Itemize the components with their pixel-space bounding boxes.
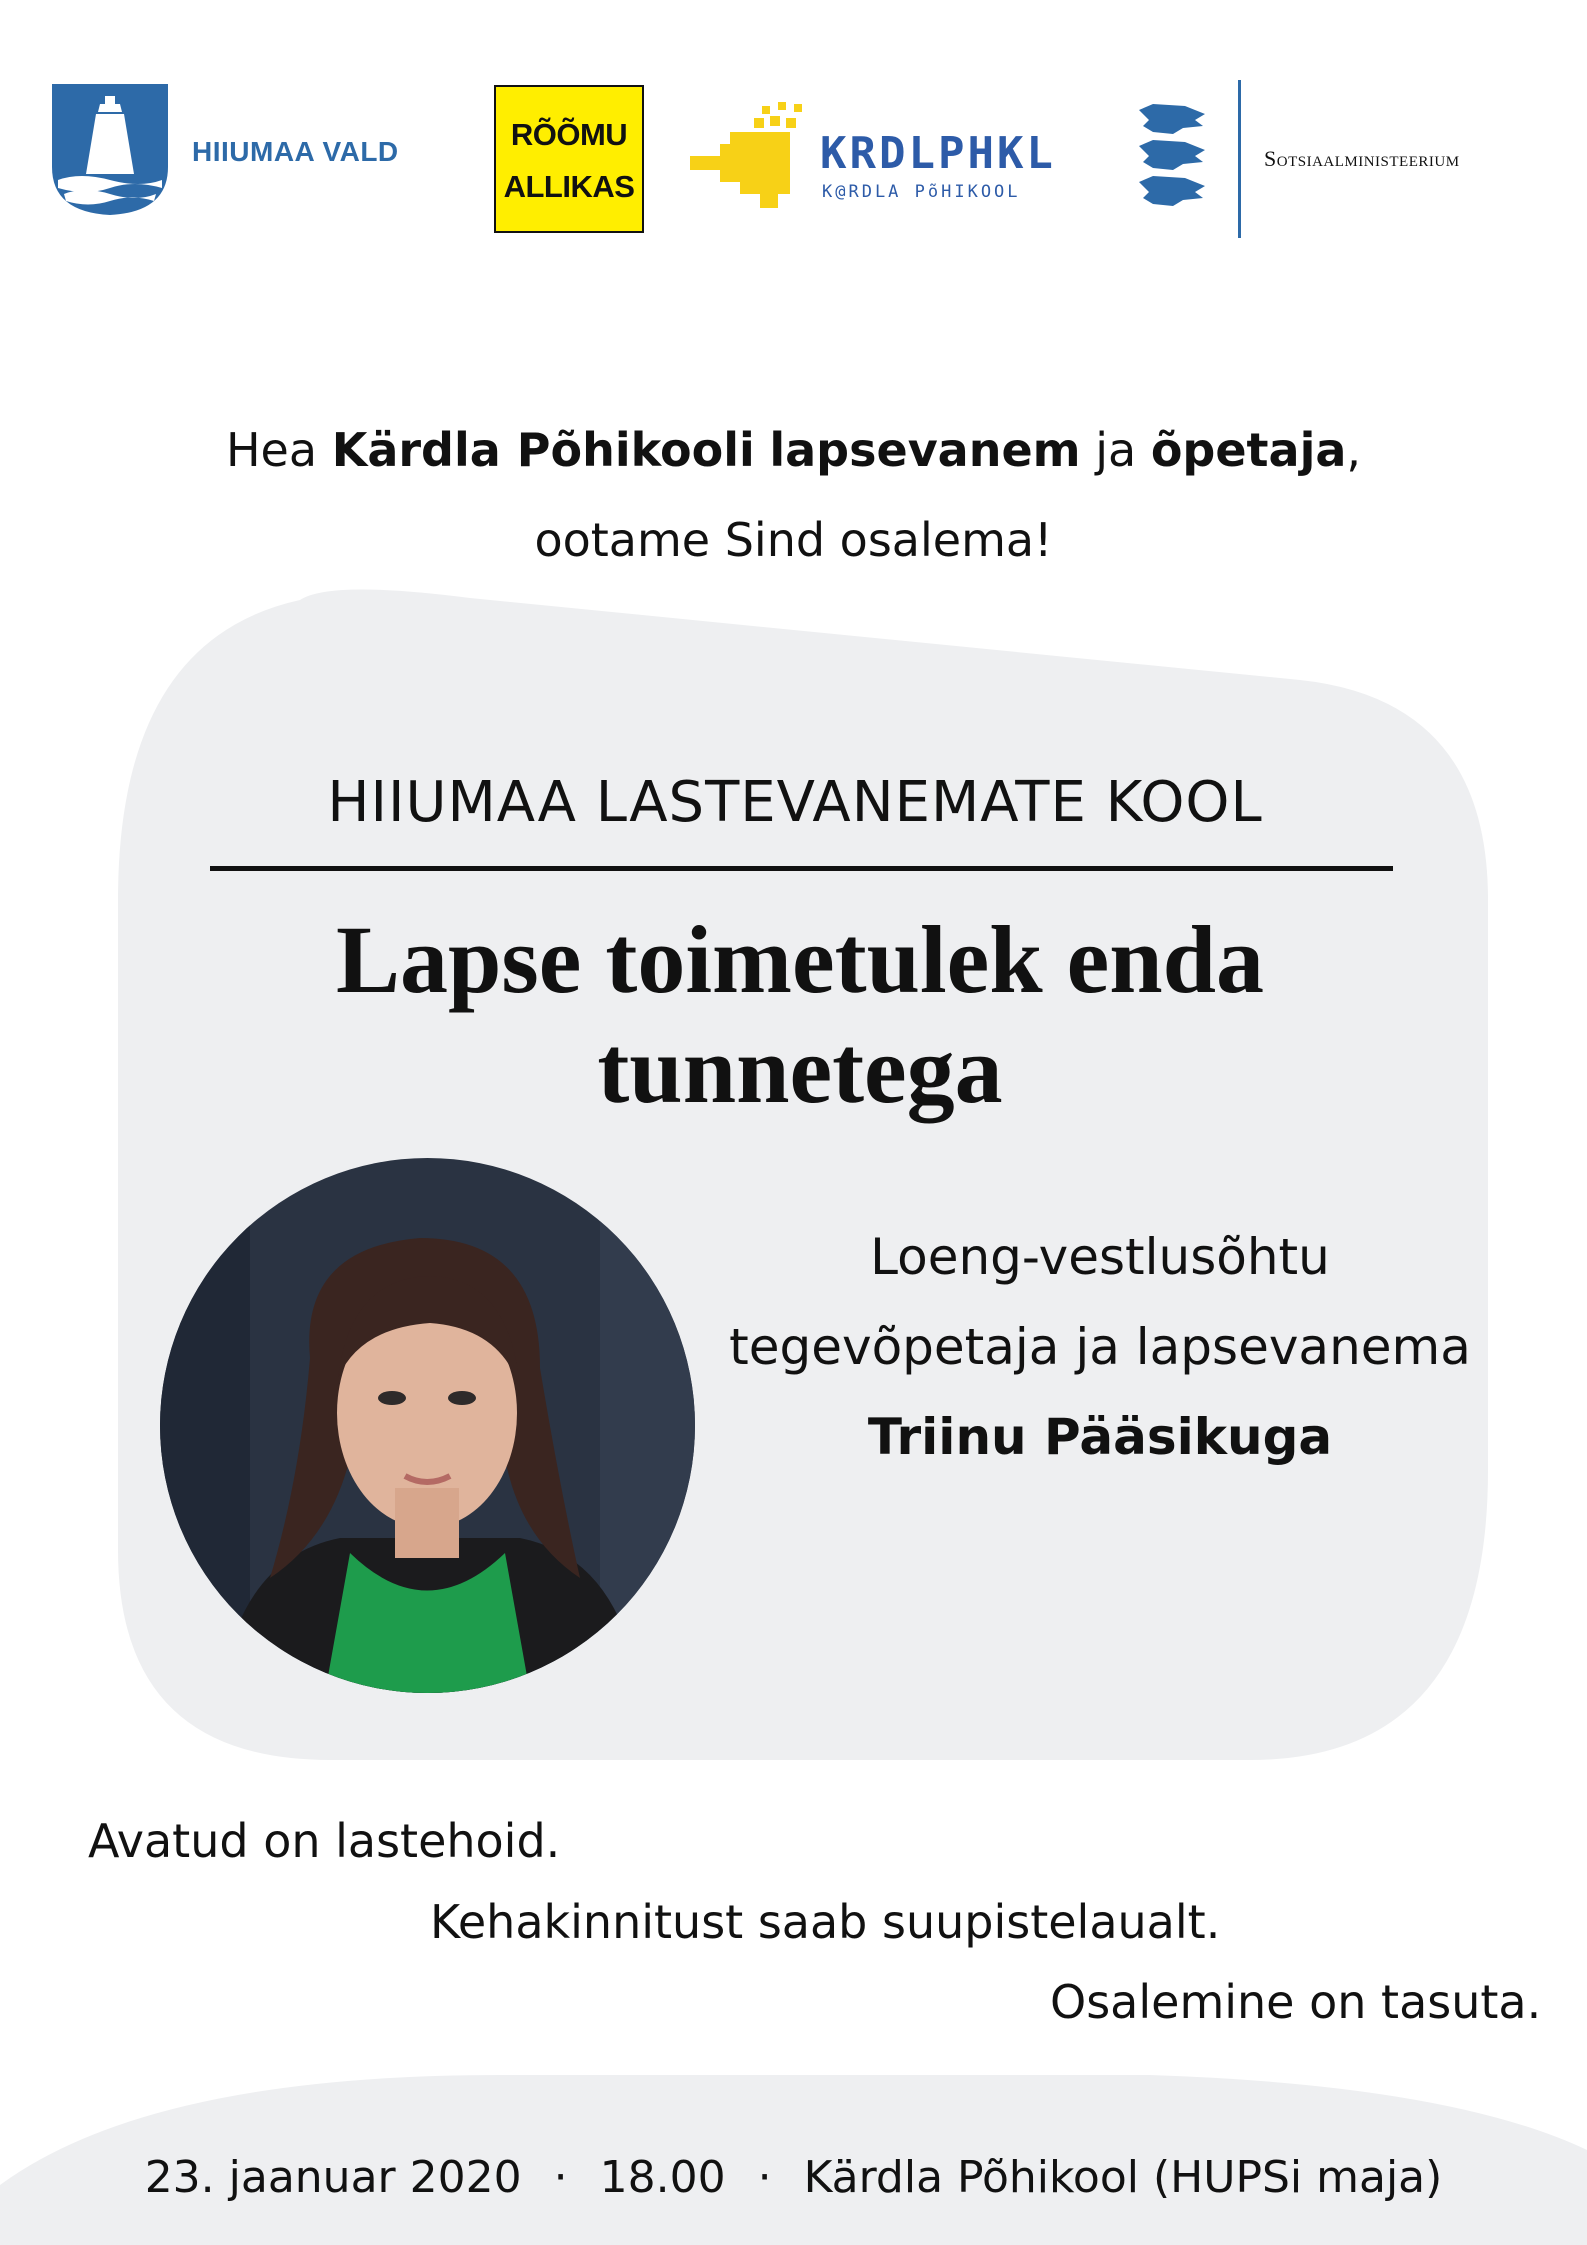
event-details-footer <box>0 2152 1587 2203</box>
conjunction-word: ja <box>1095 423 1137 477</box>
pixel-hand-icon <box>690 98 820 218</box>
free-entry-note: Osalemine on tasuta. <box>1050 1975 1542 2029</box>
event-title-line-1: Lapse toimetulek enda <box>335 906 1265 1013</box>
speaker-name: Triinu Pääsikuga <box>867 1408 1333 1466</box>
roomu-label: RÕÕMU <box>510 117 628 152</box>
logo-divider <box>1238 80 1241 238</box>
speaker-photo <box>160 1158 695 1693</box>
teacher-emphasis: õpetaja <box>1150 423 1347 477</box>
lecture-type: Loeng-vestlusõhtu <box>870 1228 1330 1286</box>
comma: , <box>1346 423 1362 477</box>
childcare-note: Avatud on lastehoid. <box>88 1814 561 1868</box>
allikas-label: ALLIKAS <box>503 169 635 204</box>
hiiumaa-vald-label: HIIUMAA VALD <box>192 136 399 167</box>
snacks-note: Kehakinnitust saab suupistelaualt. <box>430 1895 1221 1949</box>
separator-dot: · <box>553 2152 568 2203</box>
school-logo-name: KRDLPHKL <box>820 128 1056 179</box>
invitation-line-2: ootame Sind osalema! <box>534 513 1053 567</box>
kardla-pohikool-logo <box>690 98 1070 218</box>
roomu-allikas-logo <box>494 85 644 233</box>
parent-emphasis: lapsevanem <box>769 423 1081 477</box>
program-heading: HIIUMAA LASTEVANEMATE KOOL <box>327 770 1263 835</box>
invitation-text <box>0 405 1587 585</box>
event-location: Kärdla Põhikool (HUPSi maja) <box>803 2152 1443 2203</box>
lecture-description <box>720 1212 1480 1482</box>
speaker-portrait-image <box>160 1158 695 1693</box>
heading-underline <box>210 866 1393 871</box>
school-logo-subtitle: K@RDLA PõHIKOOL <box>822 182 1021 202</box>
hiiumaa-vald-logo <box>50 80 430 220</box>
event-title-line-2: tunnetega <box>597 1016 1003 1123</box>
separator-dot: · <box>757 2152 772 2203</box>
event-time: 18.00 <box>599 2152 726 2203</box>
school-name-emphasis: Kärdla Põhikooli <box>331 423 755 477</box>
lecture-speaker-role: tegevõpetaja ja lapsevanema <box>729 1318 1471 1376</box>
event-title <box>150 905 1450 1125</box>
invitation-line-1 <box>0 405 1587 495</box>
lighthouse-shield-icon <box>50 82 170 217</box>
sotsiaalministeerium-logo <box>1130 80 1550 240</box>
event-date: 23. jaanuar 2020 <box>144 2152 522 2203</box>
coat-of-arms-icon <box>1133 102 1213 214</box>
greeting-word: Hea <box>225 423 318 477</box>
ministry-label: Sotsiaalministeerium <box>1264 146 1460 171</box>
